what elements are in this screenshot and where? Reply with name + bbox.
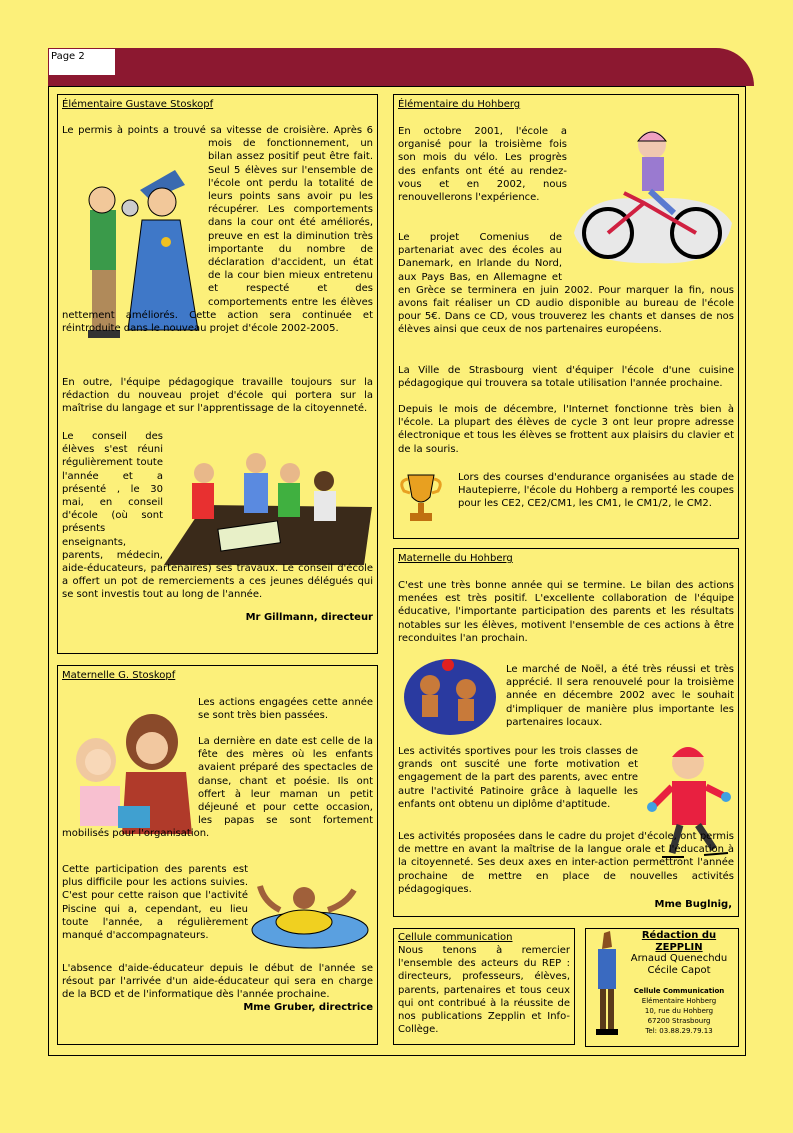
egs-paragraph-3: Le conseil des élèves s'est réuni régulièrement toute l'année et a présenté , le 30 mai, en conseil d'école (où sont présents enseignants, parents, médecin, aide-éducateurs, partenaires) ses travaux. Le conseil d'école a offert un pot de remerciements a ces jeunes délégués qui se sont investis tout au long de l'année. [62, 431, 373, 601]
eh-paragraph-2: Le projet Comenius de partenariat avec des écoles au Danemark, en Irlande du Nord, aux Pays Bas, en Allemagne et en Grèce se terminera en juin 2002. Pour marquer la fin, nous avons fait réaliser un CD audio disponible au bureau de l'école pour 5€. Dans ce CD, vous trouverez les chants et danses de nos élèves ainsi que ceux de nos partenaires européens. [398, 232, 734, 336]
eh-paragraph-4: Depuis le mois de décembre, l'Internet fonctionne très bien à l'école. La plupart des élèves de cycle 3 ont leur propre adresse électronique et tous les élèves se frottent aux plaisirs du clavier et de la souris. [398, 404, 734, 455]
redaction-address-2: 10, rue du Hohberg [644, 1007, 714, 1015]
egs-paragraph-2: En outre, l'équipe pédagogique travaille toujours sur la rédaction du nouveau projet d'école qui portera sur la maîtrise du langage et sur l'apprentissage de la citoyenneté. [62, 377, 373, 415]
redaction-name-2: Cécile Capot [647, 965, 711, 976]
mh-paragraph-3: Les activités sportives pour les trois classes de grands ont suscité une forte motivation et engagement de la part des parents, avec entre autre l'activité Patinoire grâce à laquelle les enfants ont obtenu un diplôme d'aptitude. [398, 746, 638, 810]
float-spacer [562, 231, 734, 271]
article-title: Élémentaire Gustave Stoskopf [62, 99, 214, 110]
gingerbread-image [400, 657, 500, 737]
page-label: Page 2 [51, 51, 85, 62]
float-spacer [62, 124, 208, 306]
mh-paragraph-1: C'est une très bonne année qui se termine. Le bilan des actions menées est très positif. L'excellente collaboration de l'équipe éducative, l'importante participation des parents et les résultats notables sur les élèves, motivent l'ensemble de ces actions à être reconduites l'an prochain. [398, 580, 734, 644]
mgs-paragraph-1: Les actions engagées cette année se sont très bien passées. [198, 697, 373, 722]
mh-paragraph-2: Le marché de Noël, a été très réussi et très apprécié. Il sera renouvelé pour la troisième année en décembre 2002 avec le souhait d'impliquer de manière plus importante les partenaires locaux. [506, 664, 734, 728]
egs-signature: Mr Gillmann, directeur [245, 612, 373, 623]
redaction-address-3: 67200 Strasbourg [647, 1017, 711, 1025]
article-title: Maternelle du Hohberg [398, 553, 513, 564]
mh-signature: Mme Buglnig, [654, 899, 732, 910]
float-spacer [163, 430, 373, 560]
mgs-paragraph-4: L'absence d'aide-éducateur depuis le début de l'année se résout par l'arrivée d'un aide-éducateur qui sera en charge de la BCD et de l'informatique dès l'année prochaine. [62, 963, 373, 1001]
redaction-title: Rédaction du ZEPPLIN [641, 930, 717, 953]
redaction-address-1: Elémentaire Hohberg [641, 997, 717, 1005]
article-cc [393, 928, 575, 1045]
horse-reporter-image [590, 931, 622, 1043]
mgs-paragraph-2: La dernière en date est celle de la fête des mères où les enfants avaient préparé des spectacles de danse, chant et poésie. Ils ont offert à leur maman un petit déjeuné et pour cette occasion, les papas se sont fortement mobilisés pour l'organisation. [62, 736, 373, 840]
cc-paragraph-1: Nous tenons à remercier l'ensemble des acteurs du REP : directeurs, professeurs, élèves, parents, partenaires et tous ceux qui ont contribué à la réussite de nos publications Zepplin et Info-Collège. [398, 945, 570, 1036]
egs-paragraph-1: Le permis à points a trouvé sa vitesse de croisière. Après 6 mois de fonctionnement, un bilan assez positif peut être fait. Seul 5 élèves sur l'ensemble de l'école ont perdu la totalité de leurs points sans avoir pu les récupérer. Les comportements dans la cour ont été améliorés, preuve en est la diminution très importante du nombre de déclaration d'accident, un état de la cour bien mieux entretenu et respecté et des comportements entre les élèves nettement améliorés. Cette action sera continuée et réintroduite dans le nouveau projet d'école 2002-2005. [62, 125, 373, 335]
article-title: Élémentaire du Hohberg [398, 99, 521, 110]
redaction-phone: Tel: 03.88.29.79.13 [645, 1027, 713, 1035]
float-spacer [62, 735, 198, 825]
eh-paragraph-3: La Ville de Strasbourg vient d'équiper l'école d'une cuisine pédagogique qui trouvera sa totale utilisation l'année prochaine. [398, 365, 734, 390]
mh-paragraph-4: Les activités proposées dans le cadre du projet d'école, ont permis de mettre en avant la maîtrise de la langue orale et l'éducation à la citoyenneté. Ses deux axes en inter-action permettront l'année prochaine de mettre en place de nouvelles activités pédagogiques. [398, 831, 734, 895]
article-egs [57, 94, 378, 654]
eh-paragraph-1: En octobre 2001, l'école a organisé pour la troisième fois son mois du vélo. Les progrès des enfants ont été au rendez-vous et en 2002, nous renouvellerons l'expérience. [398, 126, 567, 204]
article-mgs [57, 665, 378, 1045]
mgs-paragraph-3: Cette participation des parents est plus difficile pour les actions suivies. C'est pour cette raison que l'activité Piscine qui a, cependant, eu lieu toute l'année, a régulièrement manqué d'accompagnateurs. [62, 864, 248, 942]
redaction-name-1: Arnaud Quenechdu [630, 953, 728, 964]
mgs-signature: Mme Gruber, directrice [243, 1002, 373, 1013]
redaction-cell: Cellule Communication [633, 987, 725, 995]
trophy-icon [398, 471, 444, 527]
article-title: Maternelle G. Stoskopf [62, 670, 176, 681]
swimming-child-image [250, 876, 370, 950]
article-eh [393, 94, 739, 539]
article-title: Cellule communication [398, 932, 513, 943]
header-band [48, 48, 754, 86]
eh-paragraph-5: Lors des courses d'endurance organisées au stade de Hautepierre, l'école du Hohberg a remporté les coupes pour les CE2, CE2/CM1, les CM1, le CM1/2, le CM2. [458, 472, 734, 510]
article-mh [393, 548, 739, 917]
redaction-box [585, 928, 739, 1047]
